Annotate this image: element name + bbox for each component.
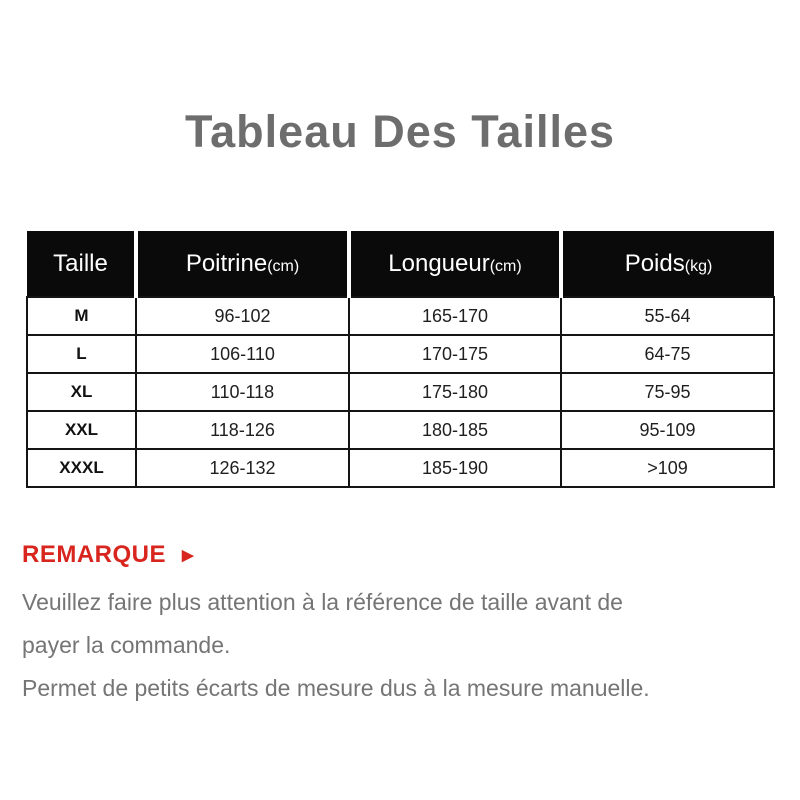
column-header-longueur — [349, 231, 561, 297]
longueur-cell: 180-185 — [349, 411, 561, 449]
column-header-label: Poids — [624, 249, 685, 277]
longueur-cell: 185-190 — [349, 449, 561, 487]
remark-heading — [22, 541, 194, 569]
remark-label: REMARQUE — [22, 541, 167, 568]
column-header-poitrine — [136, 231, 349, 297]
table-row-l — [27, 335, 774, 373]
note-line: Veuillez faire plus attention à la référence de taille avant de — [22, 589, 623, 615]
size-table — [26, 231, 775, 488]
column-header-unit: (kg) — [684, 257, 713, 275]
size-cell: XXL — [27, 411, 136, 449]
longueur-cell: 175-180 — [349, 373, 561, 411]
longueur-cell: 170-175 — [349, 335, 561, 373]
size-table-header-row — [27, 231, 774, 297]
size-cell: XXXL — [27, 449, 136, 487]
poitrine-cell: 96-102 — [136, 297, 349, 335]
table-row-xxl — [27, 411, 774, 449]
note-line: Permet de petits écarts de mesure dus à la mesure manuelle. — [22, 675, 650, 701]
poitrine-cell: 110-118 — [136, 373, 349, 411]
size-cell: XL — [27, 373, 136, 411]
poids-cell: 64-75 — [561, 335, 774, 373]
table-row-xxxl — [27, 449, 774, 487]
column-header-taille — [27, 231, 136, 297]
poids-cell: 95-109 — [561, 411, 774, 449]
poitrine-cell: 126-132 — [136, 449, 349, 487]
remark-note — [22, 581, 650, 710]
column-header-label: Poitrine — [185, 249, 268, 277]
size-cell: L — [27, 335, 136, 373]
column-header-unit: (cm) — [267, 257, 300, 275]
page-title: Tableau Des Tailles — [185, 106, 615, 157]
poids-cell: >109 — [561, 449, 774, 487]
column-header-label: Longueur — [388, 249, 490, 277]
poitrine-cell: 118-126 — [136, 411, 349, 449]
longueur-cell: 165-170 — [349, 297, 561, 335]
size-cell: M — [27, 297, 136, 335]
arrow-right-icon: ▶ — [182, 547, 195, 564]
table-row-xl — [27, 373, 774, 411]
column-header-unit: (cm) — [489, 257, 522, 275]
poids-cell: 55-64 — [561, 297, 774, 335]
column-header-label: Taille — [53, 249, 108, 277]
column-header-poids — [561, 231, 774, 297]
poids-cell: 75-95 — [561, 373, 774, 411]
note-line: payer la commande. — [22, 632, 231, 658]
table-row-m — [27, 297, 774, 335]
poitrine-cell: 106-110 — [136, 335, 349, 373]
